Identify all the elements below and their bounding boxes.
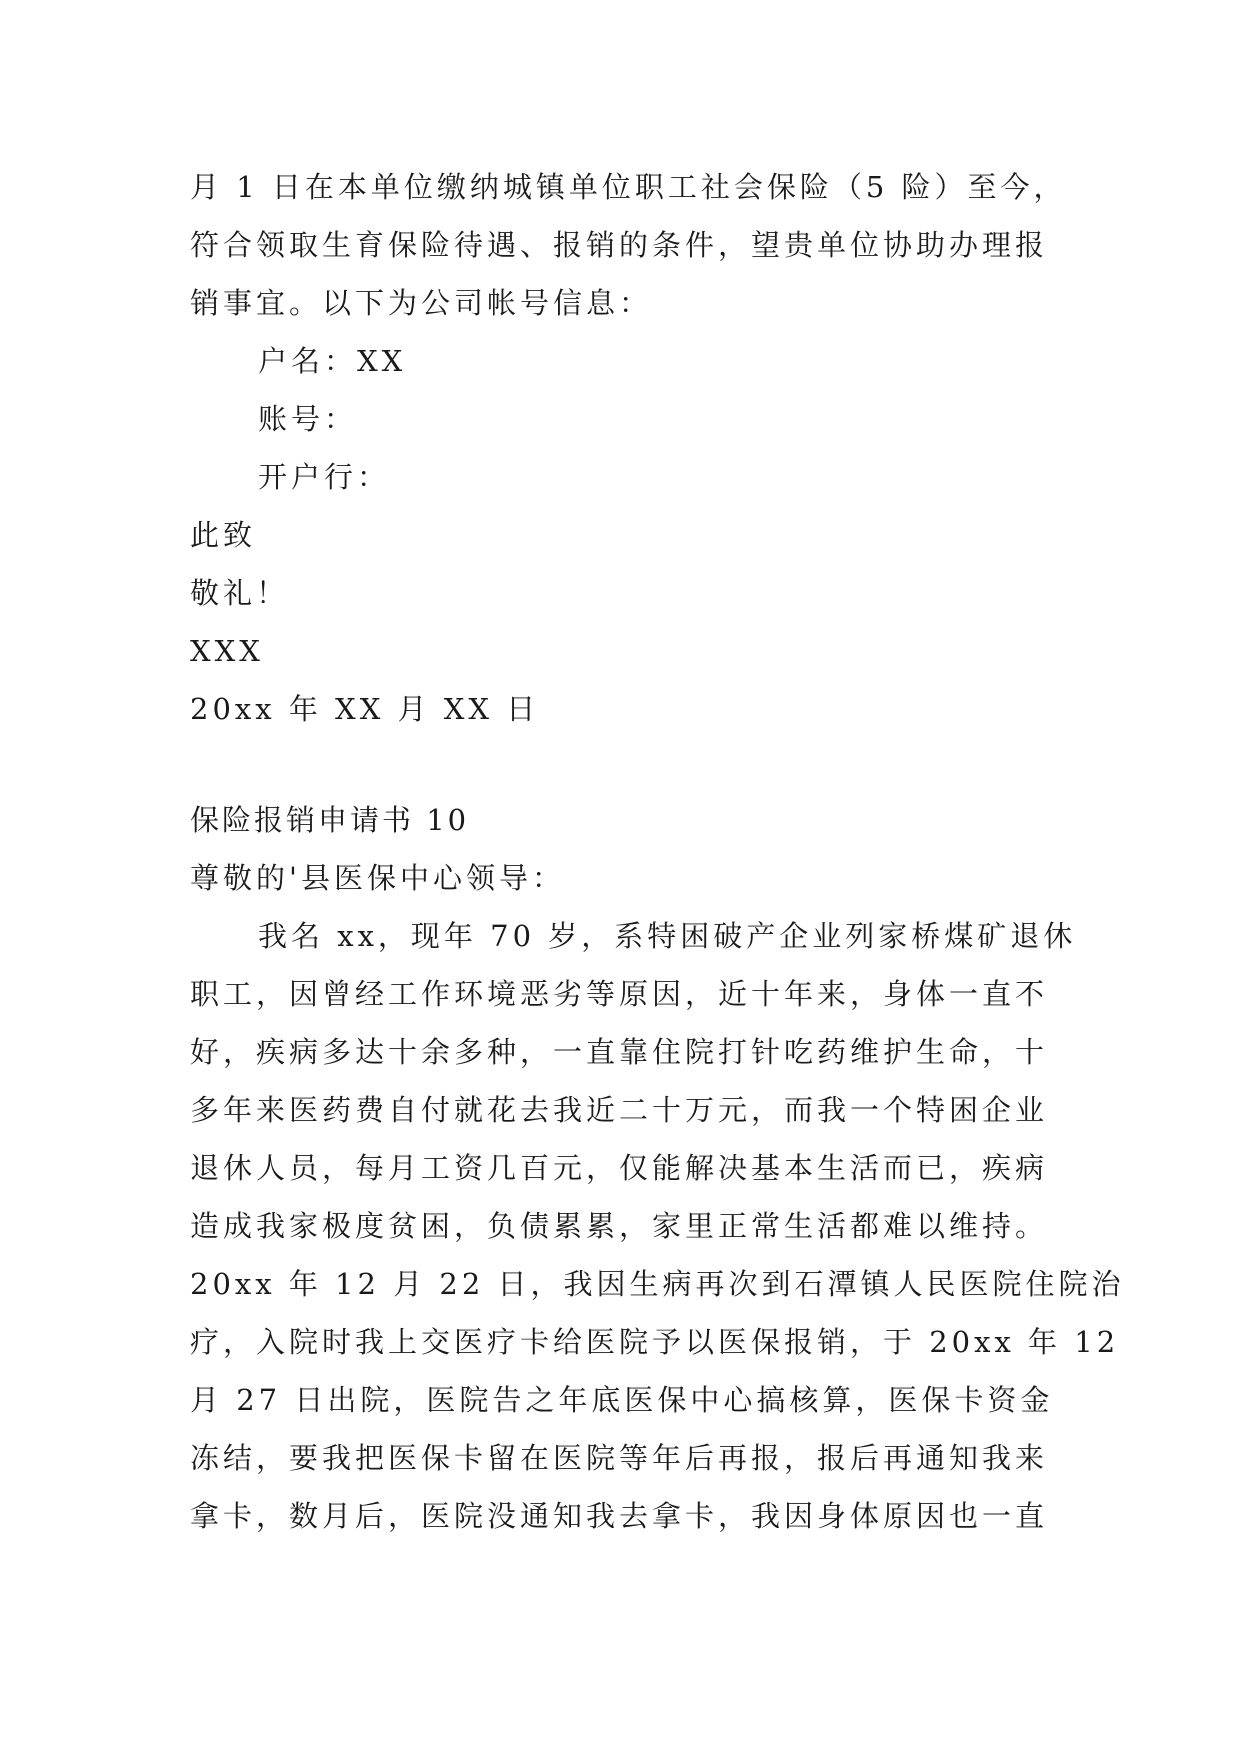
body-line: 造成我家极度贫困，负债累累，家里正常生活都难以维持。 (190, 1209, 1049, 1243)
body-line: 职工，因曾经工作环境恶劣等原因，近十年来，身体一直不 (190, 977, 1049, 1011)
body-line: 退休人员，每月工资几百元，仅能解决基本生活而已，疾病 (190, 1151, 1049, 1185)
body-line: 疗，入院时我上交医疗卡给医院予以医保报销，于 20xx 年 12 (190, 1325, 1120, 1359)
body-line: 冻结，要我把医保卡留在医院等年后再报，报后再通知我来 (190, 1441, 1049, 1475)
document-page (190, 158, 1125, 1545)
signature: XXX (190, 634, 264, 668)
letter-date: 20xx 年 XX 月 XX 日 (190, 692, 540, 726)
body-line: 我名 xx，现年 70 岁，系特困破产企业列家桥煤矿退休 (258, 919, 1077, 953)
account-name: 户名：XX (258, 344, 407, 378)
paragraph-line: 符合领取生育保险待遇、报销的条件，望贵单位协助办理报 (190, 228, 1049, 262)
body-line: 20xx 年 12 月 22 日，我因生病再次到石潭镇人民医院住院治 (190, 1267, 1125, 1301)
closing-regards: 敬礼！ (190, 576, 290, 610)
recipient-line: 尊敬的'县医保中心领导： (190, 861, 565, 895)
account-bank: 开户行： (258, 460, 391, 494)
closing-salutation: 此致 (190, 518, 257, 552)
paragraph-line: 销事宜。以下为公司帐号信息： (190, 286, 653, 320)
body-line: 多年来医药费自付就花去我近二十万元，而我一个特困企业 (190, 1093, 1049, 1127)
section-gap (190, 738, 1070, 791)
body-line: 拿卡，数月后，医院没通知我去拿卡，我因身体原因也一直 (190, 1499, 1049, 1533)
paragraph-line: 月 1 日在本单位缴纳城镇单位职工社会保险（5 险）至今， (190, 170, 1067, 204)
account-number: 账号： (258, 402, 358, 436)
body-line: 好，疾病多达十余多种，一直靠住院打针吃药维护生命，十 (190, 1035, 1049, 1069)
body-line: 月 27 日出院，医院告之年底医保中心搞核算，医保卡资金 (190, 1383, 1054, 1417)
section-title: 保险报销申请书 10 (190, 803, 470, 837)
